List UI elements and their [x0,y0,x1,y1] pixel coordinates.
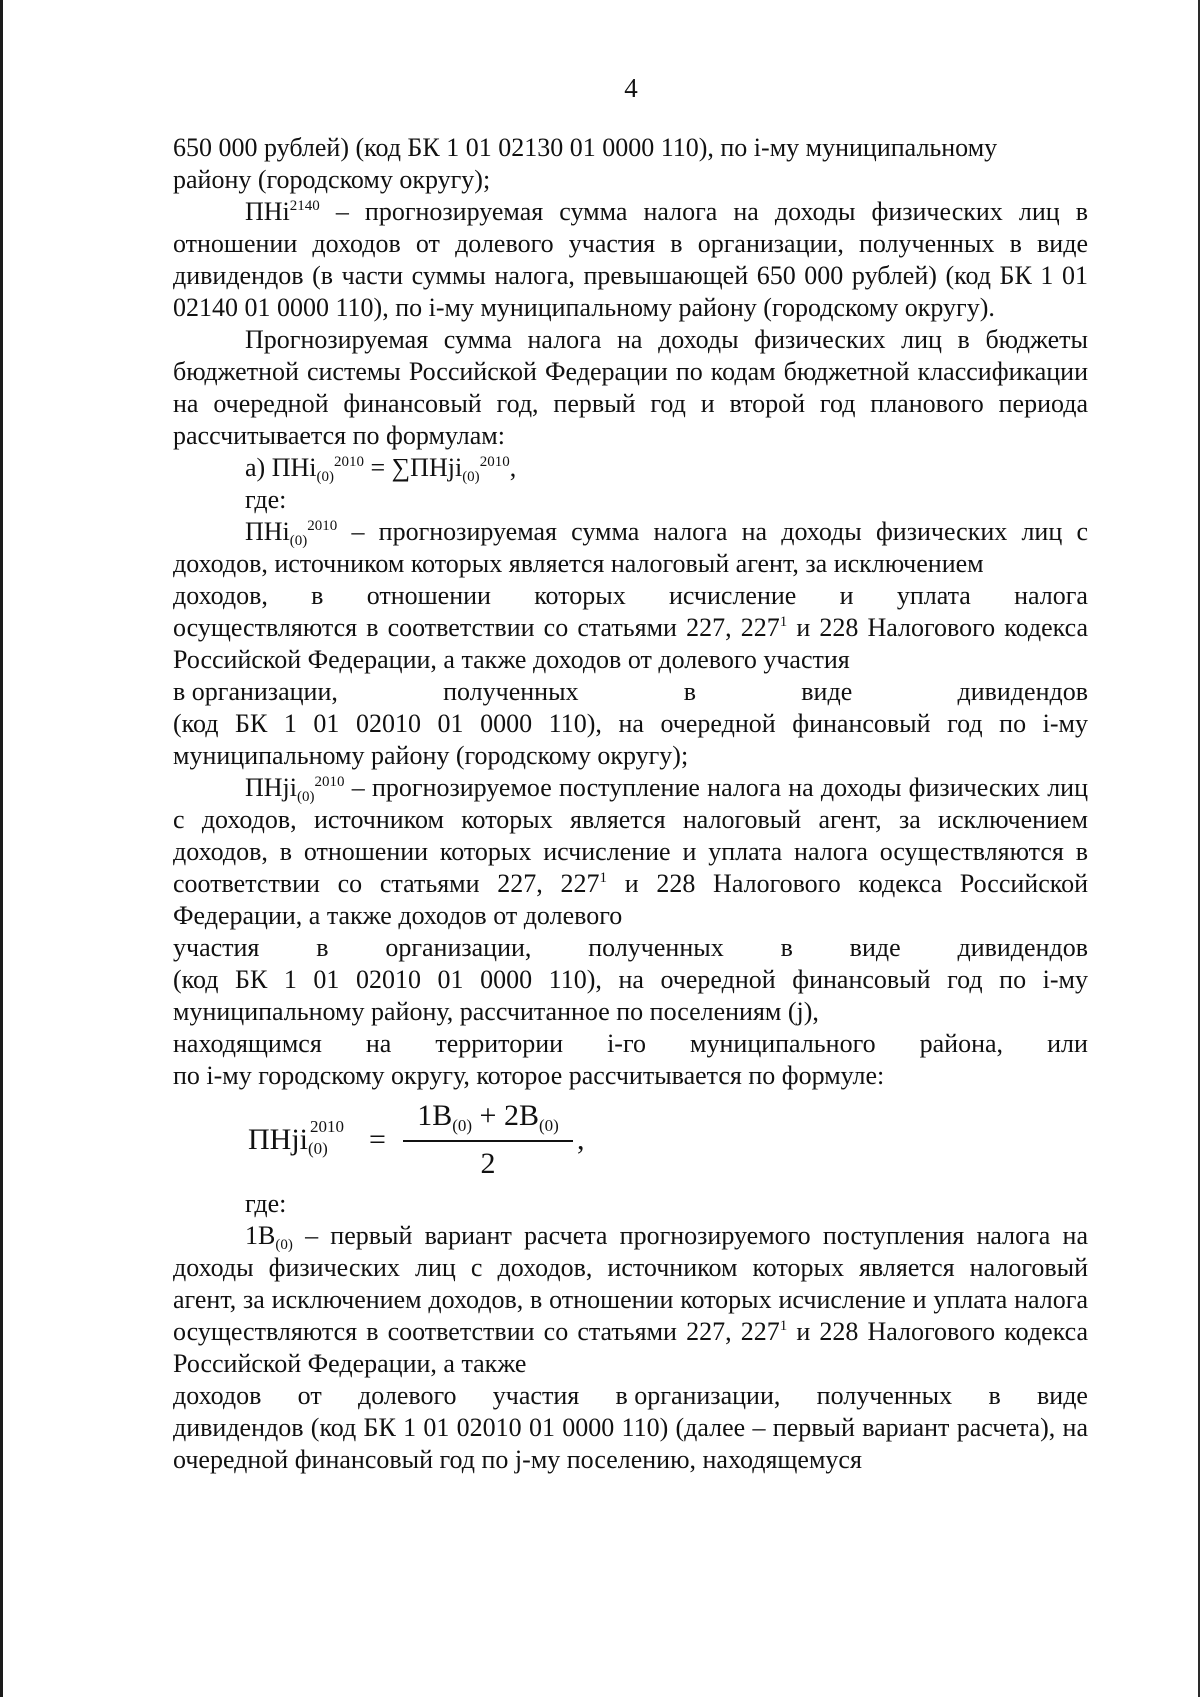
word: в организации, [173,677,338,706]
article-superscript: 1 [779,1318,788,1334]
paragraph-1-line-1: 650 000 рублей) (код БК 1 01 02130 01 0000 110), по i-му муниципальному [173,133,998,162]
document-body [173,132,1088,1476]
paragraph-4-part-1 [173,516,1088,580]
paragraph-5-part-3: по i-му городскому округу, которое рассчитывается по формуле: [173,1061,885,1090]
article-superscript: 1 [599,870,607,886]
word: муниципального [690,1029,876,1058]
paragraph-1-line-2: району (городскому округу); [173,165,491,194]
word: организации, [385,933,532,962]
symbol-superscript: 2140 [289,198,320,214]
justified-line [173,932,1088,964]
word: в [988,1381,1001,1410]
formula-b-term-1-sub: (0) [452,1116,473,1135]
word: в [311,581,324,610]
paragraph-intro-formulas: Прогнозируемая сумма налога на доходы физических лиц в бюджеты бюджетной системы Российской Федерации по кодам бюджетной классификации на очередной финансовый год, первый год и второй год планового периода рассчитывается по формулам: [173,325,1088,450]
word: полученных [588,933,724,962]
formula-a [173,452,1088,484]
word: долевого [357,1381,457,1410]
word: дивидендов [957,933,1088,962]
word: на [365,1029,392,1058]
paragraph-6-part-2: дивидендов (код БК 1 01 02010 01 0000 110) (далее – первый вариант расчета), на очередной финансовый год по j-му поселению, находящемуся [173,1413,1088,1474]
word: виде [1037,1381,1088,1410]
paragraph-pnji-2010 [173,772,1088,1092]
scan-edge-left [0,0,3,1697]
justified-line [173,676,1088,708]
symbol-superscript: 2010 [307,518,338,534]
word: в [683,677,697,706]
formula-b-subscript: (0) [308,1139,328,1158]
symbol-pnji: ПНji [245,773,297,802]
formula-a-sub-2: (0) [462,469,480,485]
word: участия [173,933,260,962]
paragraph-text: и 228 Налогового кодекса Российской Федерации, а также доходов от долевого [173,869,1088,930]
formula-b-lhs [248,1117,352,1158]
word: дивидендов [957,677,1088,706]
symbol-subscript: (0) [297,789,315,805]
justified-line [173,580,1088,612]
formula-b-equals: = [369,1123,386,1156]
formula-a-sup-2: 2010 [479,454,510,470]
formula-b-term-1: 1В [417,1099,453,1132]
page-number: 4 [624,73,638,103]
formula-a-comma: , [509,453,517,482]
paragraph-1v [173,1220,1088,1476]
paragraph-5-part-1 [173,772,1088,932]
paragraph-text: – первый вариант расчета прогнозируемого поступления налога на доходы физических лиц с доходов, источником которых является налоговый агент, за исключением доходов, в отношении которых исчисление и уплата налога осуществляются в соответствии со статьями 227, 227 [173,1221,1088,1346]
word: находящимся [173,1029,322,1058]
symbol-pni: ПНi [245,517,290,546]
word: которых [534,581,626,610]
paragraph-text: и 228 Налогового кодекса Российской Федерации, а также [173,1317,1088,1378]
word: территории [435,1029,564,1058]
formula-a-sub: (0) [316,469,334,485]
formula-b [173,1098,1088,1188]
symbol-subscript: (0) [289,533,308,549]
word: виде [849,933,901,962]
paragraph-6-part-1 [173,1220,1088,1380]
where-label: где: [245,1189,287,1218]
word: полученных [443,677,579,706]
word: отношении [366,581,491,610]
paragraph-continuation [173,132,1088,196]
word: района, [919,1029,1004,1058]
word: исчисление [668,581,797,610]
paragraph-text: и 228 Налогового кодекса Российской Федерации, а также доходов от долевого участия [173,613,1088,674]
justified-line [173,1380,1088,1412]
word: уплата [896,581,971,610]
formula-b-indices [308,1117,352,1158]
word: налога [1014,581,1088,610]
formula-b-superscript: 2010 [310,1117,344,1136]
justified-line [173,1028,1088,1060]
formula-a-sum: = ∑ПНji [363,453,463,482]
word: доходов [173,1381,262,1410]
word: i-го [607,1029,646,1058]
word: в организации, [615,1381,781,1410]
formula-b-fraction [403,1098,573,1182]
word: доходов, [173,581,268,610]
formula-b-term-2: + 2В [472,1099,539,1132]
paragraph-4-part-2 [173,612,1088,676]
paragraph-4-part-3: (код БК 1 01 02010 01 0000 110), на очередной финансовый год по i-му муниципальному району (городскому округу); [173,709,1088,770]
formula-b-denominator: 2 [480,1147,496,1180]
paragraph-text: – прогнозируемое поступление налога на доходы физических лиц с доходов, источником которых является налоговый агент, за исключением доходов, в отношении которых исчисление и уплата налога осуществляются в соответствии со статьями 227, 227 [173,773,1088,898]
formula-a-sup: 2010 [333,454,364,470]
formula-b-term-2-sub: (0) [538,1116,559,1135]
paragraph-text: – прогнозируемая сумма налога на доходы физических лиц в отношении доходов от долевого участия в организации, полученных в виде дивидендов (в части суммы налога, превышающей 650 000 рублей) (код БК 1 01 02140 01 0000 110), по i-му муниципальному району (городскому округу). [173,197,1088,322]
formula-a-prefix: а) ПНi [245,453,317,482]
formula-b-numerator [403,1098,573,1134]
word: в [316,933,329,962]
formula-b-comma: , [577,1123,585,1156]
paragraph-text: – прогнозируемая сумма налога на доходы физических лиц с доходов, источником которых является налоговый агент, за исключением [173,517,1088,578]
where-label: где: [245,485,287,514]
word: полученных [816,1381,953,1410]
symbol-superscript: 2010 [314,774,345,790]
paragraph-5-part-2: (код БК 1 01 02010 01 0000 110), на очередной финансовый год по i-му муниципальному району, рассчитанное по поселениям (j), [173,965,1088,1026]
word: в [780,933,793,962]
paragraph-text: осуществляются в соответствии со статьями 227, 227 [173,613,780,642]
paragraph-pni-2140 [173,196,1088,324]
word: виде [801,677,853,706]
word: или [1047,1029,1088,1058]
symbol-subscript: (0) [275,1237,293,1253]
word: участия [492,1381,580,1410]
symbol-1v: 1В [245,1221,276,1250]
formula-b-symbol: ПНji [248,1123,308,1156]
article-superscript: 1 [779,614,788,630]
symbol-pni: ПНi [245,197,290,226]
word: от [297,1381,322,1410]
paragraph-pni-2010 [173,516,1088,772]
formula-b-fraction-bar [403,1140,573,1142]
word: и [839,581,854,610]
